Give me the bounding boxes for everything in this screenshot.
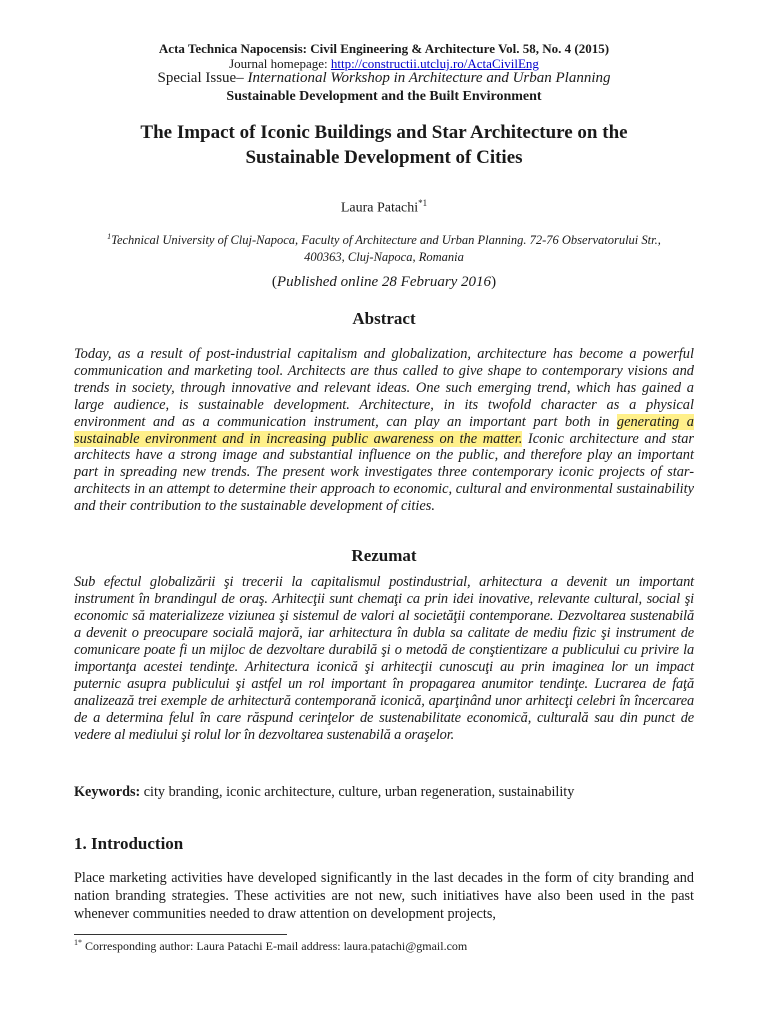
special-issue-dash: – xyxy=(236,70,248,86)
paper-title-line-1: The Impact of Iconic Buildings and Star Architecture on the xyxy=(140,122,628,143)
homepage-label: Journal homepage: xyxy=(229,56,331,71)
homepage-link[interactable]: http://constructii.utcluj.ro/ActaCivilEng xyxy=(330,56,539,71)
affiliation-mark: 1 xyxy=(107,232,112,241)
introduction-body: Place marketing activities have developed significantly in the last decades in the form of city branding and nation branding strategies. These activities are not new, such initiatives have also been used in the past whenever communities needed to draw attention on development projects, xyxy=(74,870,694,922)
abstract-text-part-1: Today, as a result of post-industrial capitalism and globalization, architecture has become a powerful communication and marketing tool. Architects are thus called to give shape to contemporary visions and trends in society, through innovative and relevant ideas. One such emerging trend, which has gained a large audience, is sustainable development. Architecture, in its twofold character as a physical environment and as a communication instrument, can play an important part both in xyxy=(74,346,694,430)
footnote xyxy=(74,938,467,954)
author-name xyxy=(0,198,768,217)
rezumat-heading: Rezumat xyxy=(351,546,417,565)
author-name-text: Laura Patachi xyxy=(340,200,419,216)
published-open-paren: ( xyxy=(271,274,277,290)
keywords-text: city branding, iconic architecture, culture, urban regeneration, sustainability xyxy=(140,784,575,800)
footnote-mark: 1* xyxy=(74,938,82,947)
abstract-text-part-2: Iconic architecture and star architects have a strong image and substantial influence on the public, and therefore play an important part in spreading new trends. The present work investigates three contemporary iconic projects of star-architects in an attempt to determine their approach to economic, cultural and environmental sustainability and their contribution to the sustainable development of cities. xyxy=(74,430,695,515)
footnote-divider xyxy=(74,934,287,935)
affiliation-line-2: 400363, Cluj-Napoca, Romania xyxy=(304,250,464,265)
published-date-text: Published online 28 February 2016 xyxy=(276,274,492,290)
published-close-paren: ) xyxy=(491,274,497,290)
keywords-label: Keywords: xyxy=(74,784,141,800)
special-issue-title: International Workshop in Architecture and Urban Planning xyxy=(247,70,611,86)
introduction-heading: 1. Introduction xyxy=(74,834,184,853)
abstract-highlight: generating a sustainable environment and in increasing public awareness on the matter. xyxy=(74,413,694,447)
rezumat-body: Sub efectul globalizării şi trecerii la capitalismul postindustrial, arhitectura a devenit un important instrument în brandingul de oraş. Arhitecţii sunt chemaţi ca prin idei inovative, relevante cultural, social şi economic să materializeze viziunea şi sistemul de valori al societăţii contemporane. Dezvoltarea sustenabilă a devenit o preocupare socială majoră, iar arhitectura în dubla sa calitate de mediu fizic şi instrument de comunicare poate fi un mijloc de dezvoltare durabilă şi o metodă de conştientizare a publicului cu privire la importanţa acestei tendinţe. Arhitectura iconică şi arhitecţii cunoscuţi au prin imaginea lor un impact puternic asupra publicului şi astfel un rol important în propagarea anumitor tendinţe. Lucrarea de faţă analizează trei exemple de arhitectură contemporană iconică, aparţinând unor arhitecţi celebri în încercarea de a determina felul în care răspund cerinţelor de sustenabilitate economică, culturală sau din punct de vedere al mediului şi rolul lor în dezvoltarea sustenabilă a oraşelor. xyxy=(74,574,694,743)
journal-citation: Acta Technica Napocensis: Civil Engineering & Architecture Vol. 58, No. 4 (2015) xyxy=(158,41,610,56)
abstract-body xyxy=(74,346,694,515)
footnote-text: Corresponding author: Laura Patachi E-mail address: laura.patachi@gmail.com xyxy=(82,939,468,953)
abstract-heading: Abstract xyxy=(352,309,416,328)
author-footnote-mark: *1 xyxy=(418,198,428,208)
special-issue-line xyxy=(0,70,768,87)
paper-title-line-2: Sustainable Development of Cities xyxy=(245,147,523,168)
publication-date xyxy=(0,274,768,291)
issue-subtitle: Sustainable Development and the Built Environment xyxy=(226,89,542,104)
special-issue-label: Special Issue xyxy=(157,70,237,86)
paper-title xyxy=(0,120,768,170)
keywords-line xyxy=(74,784,694,801)
author-affiliation xyxy=(0,228,768,266)
affiliation-line-1-text: Technical University of Cluj-Napoca, Faculty of Architecture and Urban Planning. 72-76 Observatorului Str., xyxy=(111,233,661,248)
affiliation-line-1 xyxy=(0,228,768,249)
